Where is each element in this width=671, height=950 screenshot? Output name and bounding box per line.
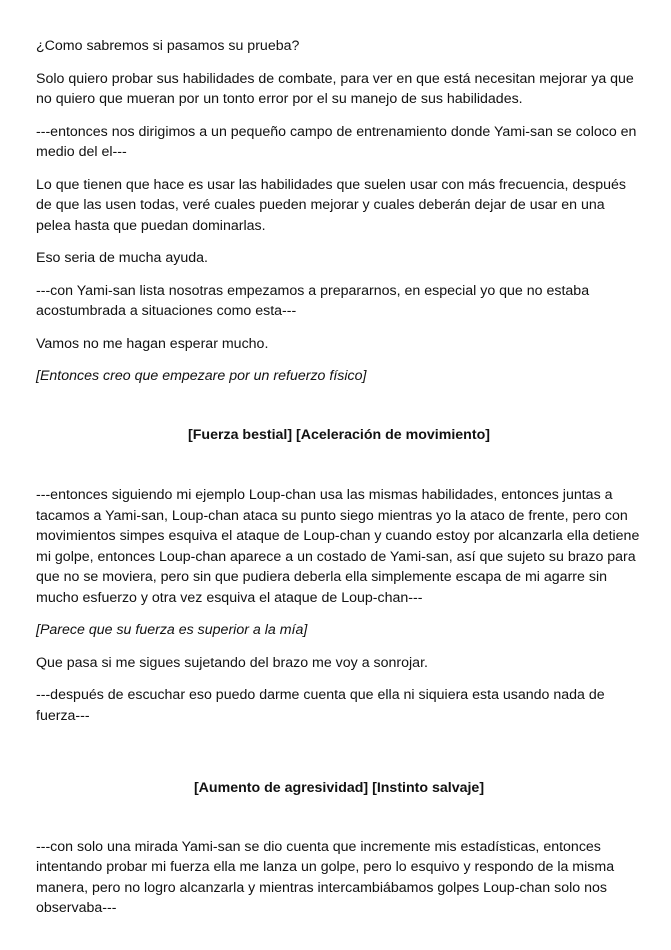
thought-line: [Parece que su fuerza es superior a la mía] bbox=[36, 622, 308, 638]
narration-paragraph: ---entonces siguiendo mi ejemplo Loup-chan usa las mismas habilidades, entonces juntas a tacamos a Yami-san, Loup-chan ataca su punto siego mientras yo la ataco de frente, pero con movimientos simpes esquiva el ataque de Loup-chan y cuando estoy por alcanzarla ella detiene mi golpe, entonces Loup-chan aparece a un costado de Yami-san, así que sujeto su brazo para que no se moviera, pero sin que pudiera deberla ella simplemente escapa de mi agarre sin mucho esfuerzo y otra vez esquiva el ataque de Loup-chan--- bbox=[36, 487, 640, 606]
dialogue-line: Que pasa si me sigues sujetando del brazo me voy a sonrojar. bbox=[36, 654, 428, 671]
thought-line: [Entonces creo que empezare por un refuerzo físico] bbox=[36, 368, 367, 384]
dialogue-line: Lo que tienen que hace es usar las habilidades que suelen usar con más frecuencia, después de que las usen todas, veré cuales pueden mejorar y cuales deberán dejar de usar en una pelea hasta que puedan dominarlas. bbox=[36, 176, 626, 234]
narration-paragraph: ---con Yami-san lista nosotras empezamos a prepararnos, en especial yo que no estaba acostumbrada a situaciones como esta--- bbox=[36, 282, 590, 319]
narration-paragraph: ---con solo una mirada Yami-san se dio cuenta que incremente mis estadísticas, entonces intentando probar mi fuerza ella me lanza un golpe, pero lo esquivo y respondo de la misma manera, pero no logro alcanzarla y mientras intercambiábamos golpes Loup-chan solo nos observaba--- bbox=[36, 838, 615, 916]
document-page bbox=[36, 36, 642, 931]
skill-heading: [Aumento de agresividad] [Instinto salvaje] bbox=[193, 780, 485, 796]
dialogue-line: ¿Como sabremos si pasamos su prueba? bbox=[36, 38, 300, 54]
skill-heading: [Fuerza bestial] [Aceleración de movimiento] bbox=[188, 426, 490, 443]
narration-paragraph: ---después de escuchar eso puedo darme cuenta que ella ni siquiera esta usando nada de fuerza--- bbox=[36, 687, 605, 724]
dialogue-line: Vamos no me hagan esperar mucho. bbox=[36, 335, 269, 352]
dialogue-line: Solo quiero probar sus habilidades de combate, para ver en que está necesitan mejorar ya que no quiero que mueran por un tonto error por el su manejo de sus habilidades. bbox=[36, 70, 634, 107]
dialogue-line: Eso seria de mucha ayuda. bbox=[36, 250, 208, 266]
narration-paragraph: ---entonces nos dirigimos a un pequeño campo de entrenamiento donde Yami-san se coloco en medio del el--- bbox=[36, 123, 637, 160]
